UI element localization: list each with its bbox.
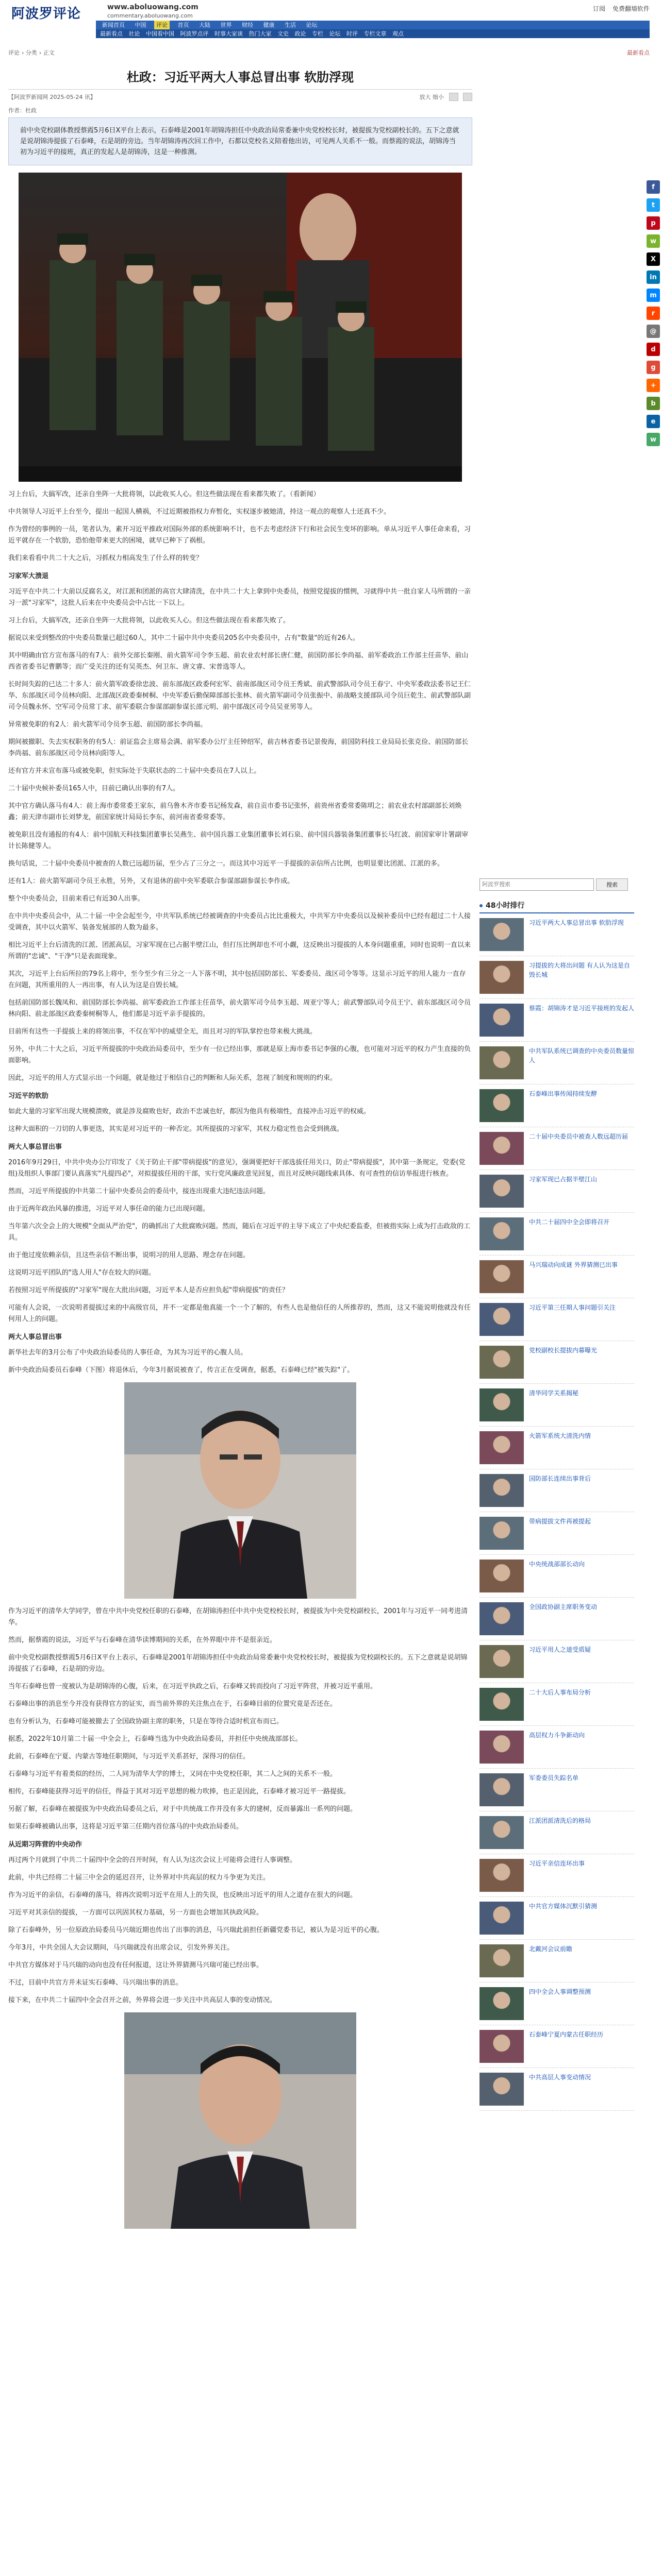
hot-news-title[interactable]: 中共高层人事变动情况 <box>529 2074 591 2081</box>
nav-item[interactable]: 财经 <box>242 22 253 28</box>
hot-news-title[interactable]: 清华同学关系揭秘 <box>529 1389 579 1397</box>
site-logo[interactable] <box>11 3 81 22</box>
thumbnail-face <box>479 2073 524 2106</box>
article-photo-portrait-2 <box>124 2012 356 2229</box>
nav-item[interactable]: 中国 <box>135 22 146 28</box>
hot-news-item[interactable] <box>479 2025 634 2068</box>
hot-news-title[interactable]: 习近平亲信连环出事 <box>529 1860 585 1867</box>
hot-news-title[interactable]: 高层权力斗争新动向 <box>529 1732 585 1739</box>
article-paragraph: 若按照习近平所提拔的"习家军"现在大批出问题，习近平本人是否应担负起"带病提拔"的责任？ <box>8 1286 289 1294</box>
subnav-item[interactable]: 论坛 <box>329 30 341 37</box>
hot-list-heading <box>479 899 634 913</box>
article-paragraph: 作为习近平的清华大学同学，曾在中共中央党校任职的石泰峰，在胡锦涛担任中共中央党校校长时，被提拔为中央党校副校长，2001年与习近平一同考进清华。 <box>8 1607 468 1626</box>
article-paragraph: 换句话说，二十届中央委员中被查的人数已远超历届，至少占了三分之一。而这其中习近平一手提拔的亲信所占比例，也明显要比团派、江派的多。 <box>8 860 444 868</box>
nav-primary <box>96 21 650 29</box>
share-pinterest-icon[interactable]: p <box>647 216 660 230</box>
article-paragraph: 当年石泰峰也曾一度被认为是胡锦涛的心腹，后来，在习近平执政之后，石泰峰又转而投向了习近平阵营，并被习近平重用。 <box>8 1683 377 1690</box>
news-thumbnail[interactable] <box>479 1688 524 1721</box>
free-vpn-link[interactable]: 免费翻墙软件 <box>612 5 650 12</box>
news-thumbnail[interactable] <box>479 1217 524 1250</box>
share-email-icon[interactable]: @ <box>647 325 660 338</box>
hot-news-title[interactable]: 火箭军系统大清洗内情 <box>529 1432 591 1439</box>
subnav-item[interactable]: 专栏 <box>312 30 323 37</box>
hot-news-item[interactable] <box>479 1384 634 1427</box>
share-digg-icon[interactable]: d <box>647 343 660 356</box>
article-paragraph: 这说明习近平团队的"选人用人"存在较大的问题。 <box>8 1269 155 1277</box>
hot-news-item[interactable] <box>479 1598 634 1640</box>
hot-news-item[interactable] <box>479 1341 634 1384</box>
news-thumbnail[interactable] <box>479 1132 524 1165</box>
site-search <box>479 878 634 891</box>
article-author: 作者：杜政 <box>8 107 37 114</box>
nav-item[interactable]: 生活 <box>285 22 296 28</box>
article-paragraph: 其次，习近平上台后所拉的79名上将中，至今至少有三分之一人下落不明，其中包括国防部长、军委委员、战区司令等等。这显示习近平的用人能力一直存在问题，其所重用的人一再出事，有人认为这是自毁长城。 <box>8 970 466 989</box>
news-thumbnail[interactable] <box>479 1004 524 1037</box>
thumbnail-face <box>479 1517 524 1550</box>
article-paragraph: 包括前国防部长魏凤和、前国防部长李尚福、前军委政治工作部主任苗华，前火箭军司令员李玉超、周亚宁等人；前武警部队司令员王宁、前东部战区司令员林向阳、前北部战区政委秦树桐等人，他们都是习近平亲手提拔的。 <box>8 999 471 1018</box>
article-main <box>8 57 472 2236</box>
zoom-in-icon[interactable] <box>449 93 458 101</box>
article-paragraph: 新华社去年的3月公布了中央政治局委员的人事任命，为其为习近平的心腹人员。 <box>8 1349 247 1357</box>
hot-news-item[interactable] <box>479 1427 634 1469</box>
article-paragraph: 然而，习近平所提拔的中共第二十届中央委员会的委员中，接连出现重大违纪违法问题。 <box>8 1188 270 1195</box>
article-paragraph: 我们来看看中共二十大之后，习抓权力相高发生了什么样的转变？ <box>8 554 203 562</box>
hot-news-item[interactable] <box>479 956 634 999</box>
news-thumbnail[interactable] <box>479 1902 524 1935</box>
hot-news-item[interactable] <box>479 1683 634 1726</box>
hot-news-item[interactable] <box>479 913 634 956</box>
nav-item[interactable]: 首页 <box>177 22 189 28</box>
right-sidebar <box>479 878 634 2111</box>
thumbnail-face <box>479 1816 524 1849</box>
article-photo-portrait-1 <box>124 1382 356 1599</box>
article-paragraph: 还有官方并未宣布落马或被免职，但实际处于失联状态的二十届中央委员在7人以上。 <box>8 767 261 775</box>
nav-item[interactable]: 新闻首页 <box>102 22 125 28</box>
hot-news-item[interactable] <box>479 1555 634 1598</box>
article-paragraph: 相传，石泰峰能获得习近平的信任，得益于其对习近平思想的极力吹捧，也正是因此，石泰峰才被习近平一路提拔。 <box>8 1788 351 1795</box>
article-photo-military-parade <box>19 173 462 482</box>
hot-news-list <box>479 913 634 2111</box>
thumbnail-face <box>479 1859 524 1892</box>
article-paragraph: 如果石泰峰被确认出事，这将是习近平第三任期内首位落马的中央政治局委员。 <box>8 1823 243 1831</box>
thumbnail-face <box>479 1260 524 1293</box>
section-heading: 两大人事总冒出事 <box>8 1143 62 1151</box>
news-thumbnail[interactable] <box>479 2073 524 2106</box>
thumbnail-face <box>479 1688 524 1721</box>
hot-news-item[interactable] <box>479 1726 634 1769</box>
news-thumbnail[interactable] <box>479 1388 524 1421</box>
zoom-out-icon[interactable] <box>463 93 472 101</box>
news-thumbnail[interactable] <box>479 1303 524 1336</box>
news-thumbnail[interactable] <box>479 1175 524 1208</box>
article-paragraph: 此前，中共已经将二十届三中全会的延迟召开，让外界对中共高层的权力斗争更为关注。 <box>8 1874 270 1882</box>
news-thumbnail[interactable] <box>479 1560 524 1592</box>
subscribe-link[interactable]: 订阅 <box>593 5 606 12</box>
subnav-item[interactable]: 阿波罗点评 <box>180 30 209 37</box>
article-paragraph: 期间被撤职、失去实权职务的有5人：前证监会主席易会满、前军委办公厅主任钟绍军，前吉林省委书记景俊海，前国防科技工业局局长张克俭、前国防部长李尚福、前东部战区司令员林向阳等人。 <box>8 738 469 757</box>
share-blogger-icon[interactable]: b <box>647 397 660 410</box>
share-messenger-icon[interactable]: m <box>647 289 660 302</box>
thumbnail-face <box>479 1731 524 1764</box>
section-heading: 习近平的软肋 <box>8 1092 49 1100</box>
hot-news-item[interactable] <box>479 1256 634 1298</box>
hot-news-item[interactable] <box>479 1512 634 1555</box>
subnav-item[interactable]: 政论 <box>294 30 306 37</box>
article-paragraph: 另外，中共二十大之后，习近平所提拔的中央政治局委员中，至少有一位已经出事，那就是原上海市委书记李强的心腹，也可能对习近平的权力产生直接的负面影响。 <box>8 1045 471 1064</box>
portrait-image-2 <box>124 2012 356 2229</box>
hot-news-item[interactable] <box>479 1170 634 1213</box>
hot-news-title[interactable]: 二十大后人事布局分析 <box>529 1689 591 1696</box>
hot-news-item[interactable] <box>479 1213 634 1256</box>
thumbnail-face <box>479 1004 524 1037</box>
hot-news-title[interactable]: 江派团派清洗后的格局 <box>529 1817 591 1824</box>
search-button[interactable]: 搜索 <box>596 878 628 891</box>
news-ticker[interactable]: 最新看点 <box>627 49 650 56</box>
hot-news-title[interactable]: 军委委员失踪名单 <box>529 1774 579 1782</box>
article-paragraph: 被免职且没有通报的有4人：前中国航天科技集团董事长吴燕生、前中国兵器工业集团董事长刘石泉、前中国兵器装备集团董事长马红波、前国家审计署副审计长陈健等人。 <box>8 831 469 850</box>
news-thumbnail[interactable] <box>479 1987 524 2020</box>
thumbnail-face <box>479 1217 524 1250</box>
section-heading: 从近期习阵营的中央动作 <box>8 1841 82 1849</box>
subnav-item[interactable]: 中国看中国 <box>146 30 174 37</box>
hot-news-title[interactable]: 习家军现已占据半壁江山 <box>529 1176 598 1183</box>
hot-news-title[interactable]: 带病提拔文件再被提起 <box>529 1518 591 1525</box>
hot-news-title[interactable]: 石泰峰宁夏内蒙古任职经历 <box>529 2031 604 2038</box>
article-paragraph: 2016年9月29日，中共中央办公厅印发了《关于防止干部"带病提拔"的意见》，强调要把好干部选拔任用关口，防止"带病提拔"，其中第一条规定，党委(党组)及组织人事部门要认真落实"凡提四必"，对拟提拔任用的干部，实行党风廉政意见回复，而且对反映问题线索具体、有可查性的信访举报进行核查。 <box>8 1159 466 1178</box>
font-tools-label: 放大 缩小 <box>419 94 444 100</box>
hot-news-title[interactable]: 北戴河会议前瞻 <box>529 1945 573 1953</box>
article-paragraph: 还有1人：前火箭军副司令员王永胜，另外，又有退休的前中央军委联合参谋部副参谋长李作成。 <box>8 877 294 885</box>
share-toolbar <box>647 180 660 451</box>
article-paragraph: 再过两个月就到了中共二十届四中全会的召开时间，有人认为这次会议上可能将会进行人事调整。 <box>8 1856 297 1864</box>
thumbnail-face <box>479 1431 524 1464</box>
share-reddit-icon[interactable]: r <box>647 307 660 320</box>
hot-news-item[interactable] <box>479 1042 634 1084</box>
hot-list-title: 48小时排行 <box>486 902 525 910</box>
article-paragraph: 接下来，在中共二十届四中全会召开之前，外界将会进一步关注中共高层人事的变动情况。 <box>8 1996 277 2004</box>
hot-news-item[interactable] <box>479 1469 634 1512</box>
article-source-date: 【阿波罗新闻网 2025-05-24 讯】 <box>8 94 96 100</box>
share-x-icon[interactable]: X <box>647 252 660 266</box>
article-paragraph: 整个中央委员会，目前来看已有近30人出事。 <box>8 895 144 903</box>
font-size-tools <box>417 93 473 101</box>
share-google-icon[interactable]: g <box>647 361 660 374</box>
section-heading: 两大人事总冒出事 <box>8 1333 62 1341</box>
hot-news-item[interactable] <box>479 1982 634 2025</box>
thumbnail-face <box>479 1089 524 1122</box>
article-paragraph: 中共官方媒体对于马兴瑞的动向也没有任何报道，这让外界猜测马兴瑞可能已经出事。 <box>8 1961 263 1969</box>
article-paragraph: 在中共中央委员会中，从二十届一中全会起至今，中共军队系统已经被调查的中央委员占比比重极大，中共军方中央委员以及候补委员中已经有超过二十人接受调查，其中以火箭军、装备发展部的人数为最多。 <box>8 912 471 931</box>
thumbnail-face <box>479 1346 524 1379</box>
article-paragraph: 由于近两年政治风暴的推进，习近平对人事任命的能力已出现问题。 <box>8 1205 210 1213</box>
news-thumbnail[interactable] <box>479 1431 524 1464</box>
hot-news-title[interactable]: 习近平两大人事总冒出事 软肋浮现 <box>529 919 624 926</box>
news-thumbnail[interactable] <box>479 1346 524 1379</box>
hot-news-title[interactable]: 习近平第三任期人事问题引关注 <box>529 1304 616 1311</box>
thumbnail-face <box>479 1046 524 1079</box>
article-paragraph: 习上台后，大搞军改，还亲自坐阵一大批将领，以此收买人心。但这些做法现在看来都失败了。 <box>8 617 290 624</box>
breadcrumb-item[interactable]: 评论 <box>8 49 20 56</box>
article-lead: 前中央党校副体教授蔡霞5月6日X平台上表示，石泰峰是2001年胡锦涛担任中央政治局常委兼中央党校校长时，被提拔为党校副校长的。五下之意就是说胡锦涛提拔了石泰峰，石是胡的旁边。当年胡锦涛再次回工作中，石都以党校名义陪着他出访，可见两人关系不一般。而蔡霞的说法，胡锦涛当初为习近平的接班，真正的发起人是胡锦涛，这是一种推测。 <box>8 117 472 165</box>
thumbnail-face <box>479 2030 524 2063</box>
article-paragraph: 今年3月，中共全国人大会议期间，马兴瑞就没有出席会议，引发外界关注。 <box>8 1944 234 1952</box>
thumbnail-face <box>479 1132 524 1165</box>
hot-news-title[interactable]: 习提拔的大将出问题 有人认为这是自毁长城 <box>529 962 630 978</box>
thumbnail-face <box>479 1388 524 1421</box>
hot-news-item[interactable] <box>479 1127 634 1170</box>
article-paragraph: 然而，据蔡霞的说法，习近平与石泰峰在清华读博期间的关系，在外界眼中并不是很亲近。 <box>8 1636 277 1644</box>
news-thumbnail[interactable] <box>479 1816 524 1849</box>
article-paragraph: 作为曾经的事例的一员，笔者认为，素开习近平推政对国际外部的系统影响不计，也不去考虑经济下行和社会民生变坏的影响。单从习近平人事任命来看，习近平就存在一个软肋，恐怕他带来更大的困境，就早已种下了祸根。 <box>8 526 471 545</box>
hot-news-item[interactable] <box>479 1769 634 1811</box>
share-twitter-icon[interactable]: t <box>647 198 660 212</box>
news-thumbnail[interactable] <box>479 1046 524 1079</box>
parade-image <box>19 173 462 482</box>
article-paragraph: 其中官方确认落马有4人：前上海市委常委王家东，前乌鲁木齐市委书记杨发森，前自贡市委书记张怀，前贵州省委常委陈明之；前农业农村部副部长刘焕鑫；前天津市副市长刘梦龙，前国家统计局局长李东，前河南省委常委等。 <box>8 802 462 821</box>
hot-news-item[interactable] <box>479 1298 634 1341</box>
hot-news-title[interactable]: 党校副校长提拔内幕曝光 <box>529 1347 598 1354</box>
breadcrumb-item[interactable]: 分类 <box>25 49 37 56</box>
article-paragraph: 据说以来受到整改的中央委员数量已超过60人，其中二十届中共中央委员205名中央委员中，占有"数量"的近有26人。 <box>8 634 359 642</box>
thumbnail-face <box>479 1560 524 1592</box>
article-meta <box>8 89 472 104</box>
subnav-item[interactable]: 时评 <box>346 30 358 37</box>
article-paragraph: 异常被免职的有2人：前火箭军司令员李玉超、前国防部长李尚福。 <box>8 721 207 728</box>
hot-news-item[interactable] <box>479 999 634 1042</box>
nav-item[interactable]: 世界 <box>220 22 232 28</box>
thumbnail-face <box>479 1303 524 1336</box>
breadcrumb: 评论 › 分类 › 正文 <box>8 49 55 56</box>
article-paragraph: 除了石泰峰外，另一位原政治局委员马兴瑞近期也传出了出事的消息，马兴瑞此前担任新疆党委书记，被认为是习近平的心腹。 <box>8 1926 384 1934</box>
nav-item[interactable]: 论坛 <box>306 22 318 28</box>
share-whatsapp-icon[interactable]: w <box>647 433 660 446</box>
thumbnail-face <box>479 961 524 994</box>
article-paragraph: 也有分析认为，石泰峰可能被撤去了全国政协副主席的职务，只是在等待合适时机宣布而已。 <box>8 1718 284 1725</box>
article-paragraph: 习近平对其亲信的提拔，一方面可以巩固其权力基础，另一方面也会增加其执政风险。 <box>8 1909 263 1917</box>
article-paragraph: 相比习近平上台后清洗的江派、团派高层，习家军现在已占据半壁江山，但打压比例却也不可小觑，这反映出习提拔的人本身问题重重，同时也说明一直以来所谓的"忠诚"、"干净"只是表面现象。 <box>8 941 471 960</box>
article-paragraph: 当年第六次全会上的大规模"全面从严治党"，的确抓出了大批腐败问题。然而，随后在习近平的主导下成立了中央纪委监委，但被指实际上成为打击政敌的工具。 <box>8 1223 470 1242</box>
brand-name: 阿波罗评论 <box>11 6 81 22</box>
article-paragraph: 二十届中央候补委员165人中，目前已确认出事的有7人。 <box>8 785 180 792</box>
site-header <box>0 0 662 37</box>
hot-news-title[interactable]: 蔡霞：胡锦涛才是习近平接班的发起人 <box>529 1005 635 1012</box>
subnav-item[interactable]: 观点 <box>392 30 404 37</box>
article-paragraph: 石泰峰与习近平有着类似的经历，二人同为清华大学的博士，又同在中央党校任职，其二人之间的关系不一般。 <box>8 1770 337 1778</box>
article-paragraph: 不过，目前中共官方并未证实石泰峰、马兴瑞出事的消息。 <box>8 1979 183 1987</box>
hot-news-title[interactable]: 石泰峰出事传闻持续发酵 <box>529 1090 598 1097</box>
article-paragraph: 这种大面积的一刀切的人事更迭，其实是对习近平的一种否定。其所提拔的习家军，其权力稳定性也会受到挑战。 <box>8 1125 344 1133</box>
hot-news-item[interactable] <box>479 1811 634 1854</box>
article-paragraph: 前中央党校副教授蔡霞5月6日X平台上表示，石泰峰是2001年胡锦涛担任中央政治局常委兼中央党校校长时，被提拔为党校副校长的。五下之意就是说胡锦涛提拔了石泰峰，石是胡的旁边。 <box>8 1654 468 1673</box>
subnav-item[interactable]: 时事大家谈 <box>214 30 243 37</box>
article-paragraph: 可能有人会说，一次说明者提拔过来的中高级官员，并不一定都是他真能一个一个了解的，有些人也是他信任的人所推荐的，然而，这又不能说明他就没有任何用人上的问题。 <box>8 1304 471 1323</box>
nav-item[interactable]: 评论 <box>154 21 170 29</box>
share-wechat-icon[interactable]: w <box>647 234 660 248</box>
hot-news-item[interactable] <box>479 1897 634 1940</box>
article-paragraph: 习近平在中共二十大前以反腐名义，对江派和团派的高官大肆清洗，在中共二十大上拿到中央委员，按照党提拔的惯例，习就得中共一批自家人马所谓的一亲习一派"习家军"，这批人后来在中央委员会中占比一下以上。 <box>8 588 471 607</box>
site-sub-url: commentary.aboluowang.com <box>107 12 193 19</box>
news-thumbnail[interactable] <box>479 1645 524 1678</box>
nav-secondary <box>96 29 650 38</box>
subnav-item[interactable]: 最新看点 <box>100 30 123 37</box>
thumbnail-face <box>479 1773 524 1806</box>
nav-item[interactable]: 大陆 <box>199 22 210 28</box>
news-thumbnail[interactable] <box>479 1474 524 1507</box>
article-paragraph: 由于他过度依赖亲信，且这些亲信不断出事，说明习的用人思路、理念存在问题。 <box>8 1251 250 1259</box>
thumbnail-face <box>479 1987 524 2020</box>
nav-item[interactable]: 健康 <box>263 22 275 28</box>
article-paragraph: 作为习近平的亲信，石泰峰的落马，将再次说明习近平在用人上的失误，也反映出习近平的用人之道存在很大的问题。 <box>8 1891 357 1899</box>
article-paragraph: 此前，石泰峰在宁夏、内蒙古等地任职期间，与习近平关系甚好，深得习的信任。 <box>8 1753 250 1760</box>
search-input[interactable] <box>479 878 594 891</box>
share-linkedin-icon[interactable]: in <box>647 270 660 284</box>
news-thumbnail[interactable] <box>479 1517 524 1550</box>
article-paragraph: 石泰峰出事的消息至今并没有获得官方的证实，而当前外界的关注焦点在于，石泰峰目前的位置究竟是否还在。 <box>8 1700 337 1708</box>
article-title: 杜政：习近平两大人事总冒出事 软肋浮现 <box>126 70 354 84</box>
news-thumbnail[interactable] <box>479 918 524 951</box>
share-facebook-icon[interactable]: f <box>647 180 660 194</box>
subnav-item[interactable]: 热门大家 <box>249 30 272 37</box>
hot-news-item[interactable] <box>479 1854 634 1897</box>
news-thumbnail[interactable] <box>479 1859 524 1892</box>
article-paragraph: 其中明确由官方宣布落马的有7人：前外交部长秦刚、前火箭军司令李玉超、前农业农村部长唐仁健，前国防部长李尚福、前军委政治工作部主任苗华、前山西省省委书记曹鹏等；而广受关注的还有吴英杰、何卫东、唐文睿、宋普选等人。 <box>8 652 469 671</box>
hot-news-title[interactable]: 中央统战部部长动向 <box>529 1561 585 1568</box>
thumbnail-face <box>479 1474 524 1507</box>
thumbnail-face <box>479 918 524 951</box>
thumbnail-face <box>479 1175 524 1208</box>
article-paragraph: 如此大量的习家军出现大规模溃败，就是涉及腐败也好，政治不忠诚也好，都因为他具有极端性，直接冲击习近平的权威。 <box>8 1108 371 1115</box>
news-thumbnail[interactable] <box>479 2030 524 2063</box>
bullet-icon <box>479 904 483 907</box>
hot-news-title[interactable]: 中共军队系统已调查的中央委员数量惊人 <box>529 1047 635 1064</box>
hot-news-item[interactable] <box>479 1940 634 1982</box>
hot-news-item[interactable] <box>479 2068 634 2111</box>
article-paragraph: 长时间失踪的已达二十多人：前火箭军政委徐忠波、前东部战区政委何宏军、前南部战区司令员王秀斌、前武警部队司令员王春宁、中央军委政法委书记王仁华、东部战区司令员林向阳、北部战区政委秦树桐、中央军委后勤保障部部长张林、前火箭军副司令员张振中、前战略支援部队司令员巨乾生、前武警部队副司令员魏永怀、空军司令员常丁求、前军委联合参谋部副参谋长邵元明、前中部战区司令员吴亚男等人。 <box>8 681 471 711</box>
hot-news-title[interactable]: 二十届中央委员中被查人数远超历届 <box>529 1133 628 1140</box>
news-thumbnail[interactable] <box>479 1944 524 1977</box>
news-thumbnail[interactable] <box>479 1602 524 1635</box>
top-links <box>588 4 650 13</box>
article-paragraph: 另据了解，石泰峰在被提拔为中央政治局委员之后，对于中共统战工作并没有多大的建树，反而暴露出一系列的问题。 <box>8 1805 357 1813</box>
news-thumbnail[interactable] <box>479 1089 524 1122</box>
hot-news-title[interactable]: 中共官方媒体沉默引猜测 <box>529 1903 598 1910</box>
hot-news-title[interactable]: 习近平用人之道受质疑 <box>529 1646 591 1653</box>
news-thumbnail[interactable] <box>479 1260 524 1293</box>
subnav-item[interactable]: 社论 <box>128 30 140 37</box>
hot-news-title[interactable]: 马兴瑞动向成谜 外界猜测已出事 <box>529 1261 618 1268</box>
thumbnail-face <box>479 1944 524 1977</box>
article-paragraph: 中共领导人习近平上台至今，提出一起国人横祸，不过近期被指权力弃暂化，实权逐步被她清，持这一观点的观察人士还真不少。 <box>8 508 391 516</box>
article-paragraph: 因此，习近平的用人方式显示出一个问题，就是他过于相信自己的判断和人际关系，忽视了制度和规则的约束。 <box>8 1074 337 1082</box>
section-heading: 习家军大溃退 <box>8 572 49 580</box>
thumbnail-face <box>479 1645 524 1678</box>
hot-news-title[interactable]: 全国政协副主席职务变动 <box>529 1603 598 1611</box>
main-navbar <box>96 21 650 38</box>
breadcrumb-item: 正文 <box>43 49 55 56</box>
news-thumbnail[interactable] <box>479 961 524 994</box>
share-evernote-icon[interactable]: e <box>647 415 660 428</box>
article-paragraph: 目前所有这些一手提拔上来的将领出事，不仅在军中的威望全无，而且对习的军队掌控也带来极大挑战。 <box>8 1028 317 1036</box>
hot-news-item[interactable] <box>479 1084 634 1127</box>
hot-news-title[interactable]: 国防部长连续出事背后 <box>529 1475 591 1482</box>
article-paragraph: 新中央政治局委员石泰峰（下图）将退休后，今年3月据说被查了，传言正在受调查，据悉，石泰峰已经"被失踪"了。 <box>8 1366 354 1374</box>
share-more-icon[interactable]: + <box>647 379 660 392</box>
site-url: www.aboluowang.com <box>107 3 198 11</box>
thumbnail-face <box>479 1602 524 1635</box>
news-thumbnail[interactable] <box>479 1731 524 1764</box>
hot-news-title[interactable]: 中共二十届四中全会即将召开 <box>529 1218 610 1226</box>
news-thumbnail[interactable] <box>479 1773 524 1806</box>
subnav-item[interactable]: 专栏文章 <box>363 30 387 37</box>
subnav-item[interactable]: 文史 <box>277 30 289 37</box>
article-paragraph: 习上台后，大搞军改，还亲自坐阵一大批将领，以此收买人心。但这些做法现在看来都失败了。（看新闻） <box>8 490 320 498</box>
hot-news-item[interactable] <box>479 1640 634 1683</box>
hot-news-title[interactable]: 四中全会人事调整预测 <box>529 1988 591 1995</box>
article-paragraph: 据悉，2022年10月第二十届一中全会上，石泰峰当选为中央政治局委员，并担任中央统战部部长。 <box>8 1735 302 1743</box>
thumbnail-face <box>479 1902 524 1935</box>
portrait-image <box>124 1382 356 1599</box>
